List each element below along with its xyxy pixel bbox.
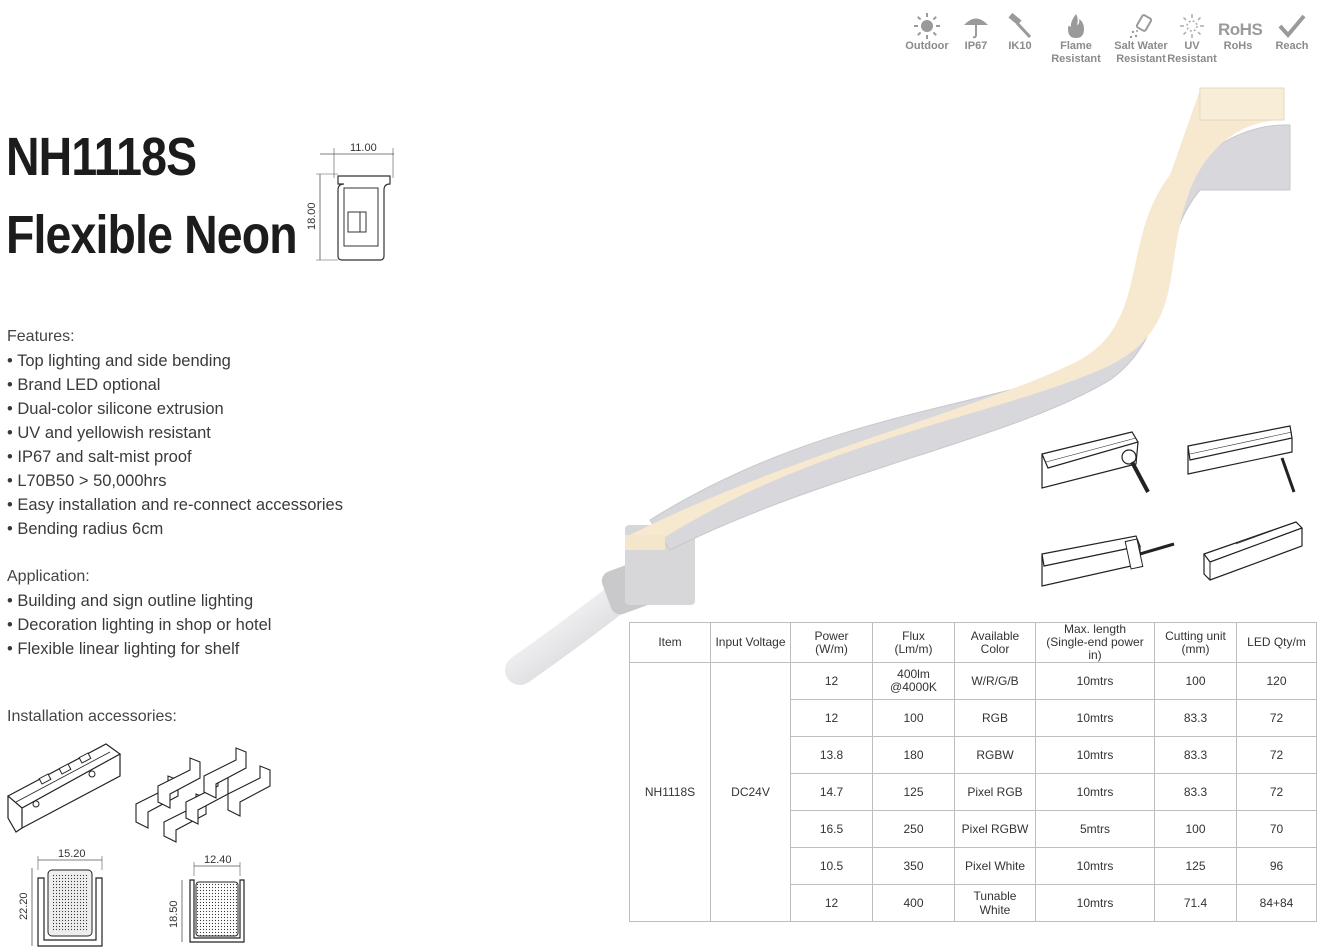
qty-cell: 72	[1237, 700, 1317, 737]
uv-icon	[1178, 12, 1206, 40]
cut-cell: 83.3	[1155, 737, 1237, 774]
end-cap-drawing	[1196, 514, 1308, 589]
qty-cell: 72	[1237, 774, 1317, 811]
length-cell: 5mtrs	[1036, 811, 1155, 848]
feature-item: • Brand LED optional	[7, 373, 343, 397]
channel-height-label: 22.20	[18, 892, 30, 920]
end-cap-connector-drawing	[1036, 424, 1156, 499]
power-cell: 12	[791, 885, 873, 922]
power-cell: 13.8	[791, 737, 873, 774]
length-cell: 10mtrs	[1036, 774, 1155, 811]
table-header-row	[630, 623, 1317, 663]
feature-item: • UV and yellowish resistant	[7, 421, 343, 445]
table-row	[630, 663, 1317, 700]
checkmark-icon	[1277, 12, 1307, 40]
cert-rohs	[1218, 12, 1263, 53]
color-cell: RGB	[955, 700, 1036, 737]
cert-uv	[1164, 12, 1220, 66]
cut-cell: 83.3	[1155, 700, 1237, 737]
profile-drawing	[298, 138, 402, 268]
rohs-icon: RoHS	[1218, 20, 1263, 39]
length-cell: 10mtrs	[1036, 848, 1155, 885]
product-model: NH1118S	[6, 127, 197, 187]
cut-cell: 100	[1155, 811, 1237, 848]
certification-bar	[896, 12, 1326, 74]
table-header	[1237, 623, 1317, 663]
power-cell: 12	[791, 700, 873, 737]
cert-label: IP67	[964, 40, 988, 52]
neon-strip-image	[500, 80, 1300, 700]
table-header	[630, 623, 711, 663]
feature-item: • Easy installation and re-connect accessories	[7, 493, 343, 517]
flux-cell: 400lm @4000K	[873, 663, 955, 700]
application-item: • Flexible linear lighting for shelf	[7, 637, 271, 661]
flux-cell: 100	[873, 700, 955, 737]
table-header	[1036, 623, 1155, 663]
color-cell: Pixel RGBW	[955, 811, 1036, 848]
salt-spray-icon	[1127, 12, 1155, 40]
flux-cell: 350	[873, 848, 955, 885]
power-cell: 10.5	[791, 848, 873, 885]
table-header	[873, 623, 955, 663]
table-header	[1155, 623, 1237, 663]
color-cell: W/R/G/B	[955, 663, 1036, 700]
flux-cell: 180	[873, 737, 955, 774]
flux-cell: 250	[873, 811, 955, 848]
cert-label: Salt Water Resistant	[1114, 40, 1168, 65]
umbrella-icon	[962, 12, 990, 40]
product-name: Flexible Neon	[6, 205, 297, 265]
qty-cell: 70	[1237, 811, 1317, 848]
hammer-icon	[1006, 12, 1034, 40]
cert-label: Reach	[1275, 40, 1309, 52]
header-label: Max. length (Single-end power in)	[1046, 622, 1144, 662]
item-cell: NH1118S	[630, 663, 711, 922]
length-cell: 10mtrs	[1036, 700, 1155, 737]
cert-ip67	[956, 12, 996, 53]
cert-salt-water	[1110, 12, 1172, 66]
header-label: Input Voltage	[715, 635, 786, 649]
feature-item: • Bending radius 6cm	[7, 517, 343, 541]
flame-icon	[1062, 12, 1090, 40]
power-cell: 12	[791, 663, 873, 700]
channel-width-label: 15.20	[58, 848, 86, 860]
length-cell: 10mtrs	[1036, 737, 1155, 774]
cert-reach	[1272, 12, 1312, 53]
feature-item: • Top lighting and side bending	[7, 349, 343, 373]
mounting-clips-drawing	[128, 736, 274, 846]
application-item: • Building and sign outline lighting	[7, 589, 271, 613]
cert-label: Flame Resistant	[1051, 40, 1101, 65]
header-label: Item	[658, 635, 682, 649]
header-label: Flux (Lm/m)	[894, 628, 933, 656]
cert-ik10	[1002, 12, 1038, 53]
application-list	[7, 589, 271, 661]
cut-cell: 71.4	[1155, 885, 1237, 922]
cert-label: UV Resistant	[1167, 40, 1217, 65]
color-cell: Pixel White	[955, 848, 1036, 885]
header-label: Cutting unit (mm)	[1165, 628, 1226, 656]
feature-item: • IP67 and salt-mist proof	[7, 445, 343, 469]
cert-label: RoHs	[1223, 40, 1253, 52]
qty-cell: 96	[1237, 848, 1317, 885]
color-cell: Tunable White	[955, 885, 1036, 922]
clip-width-label: 12.40	[204, 854, 232, 866]
flux-cell: 400	[873, 885, 955, 922]
cut-cell: 100	[1155, 663, 1237, 700]
sun-icon	[913, 12, 941, 40]
table-header	[955, 623, 1036, 663]
qty-cell: 72	[1237, 737, 1317, 774]
features-heading: Features:	[7, 328, 75, 345]
voltage-cell: DC24V	[711, 663, 791, 922]
cert-label: Outdoor	[905, 40, 949, 52]
profile-height-label: 18.00	[306, 202, 318, 230]
feature-item: • Dual-color silicone extrusion	[7, 397, 343, 421]
color-cell: Pixel RGB	[955, 774, 1036, 811]
application-item: • Decoration lighting in shop or hotel	[7, 613, 271, 637]
cert-flame	[1046, 12, 1106, 66]
header-label: Power (W/m)	[814, 628, 849, 656]
power-cell: 14.7	[791, 774, 873, 811]
table-header	[711, 623, 791, 663]
length-cell: 10mtrs	[1036, 663, 1155, 700]
spec-table	[629, 622, 1317, 922]
qty-cell: 120	[1237, 663, 1317, 700]
header-label: Available Color	[970, 628, 1020, 656]
cut-cell: 125	[1155, 848, 1237, 885]
qty-cell: 84+84	[1237, 885, 1317, 922]
cut-cell: 83.3	[1155, 774, 1237, 811]
flux-cell: 125	[873, 774, 955, 811]
feature-item: • L70B50 > 50,000hrs	[7, 469, 343, 493]
header-label: LED Qty/m	[1247, 635, 1306, 649]
color-cell: RGBW	[955, 737, 1036, 774]
side-exit-connector-drawing	[1182, 420, 1302, 495]
clip-profile-drawing	[160, 850, 250, 948]
mounting-channel-drawing	[2, 736, 126, 836]
inline-connector-drawing	[1036, 520, 1176, 595]
length-cell: 10mtrs	[1036, 885, 1155, 922]
accessories-heading: Installation accessories:	[7, 708, 177, 725]
clip-height-label: 18.50	[168, 900, 180, 928]
power-cell: 16.5	[791, 811, 873, 848]
profile-width-label: 11.00	[350, 142, 377, 154]
cert-outdoor	[902, 12, 952, 53]
application-heading: Application:	[7, 568, 90, 585]
features-list	[7, 349, 343, 541]
cert-label: IK10	[1008, 40, 1032, 52]
table-header	[791, 623, 873, 663]
channel-profile-drawing	[10, 844, 120, 948]
